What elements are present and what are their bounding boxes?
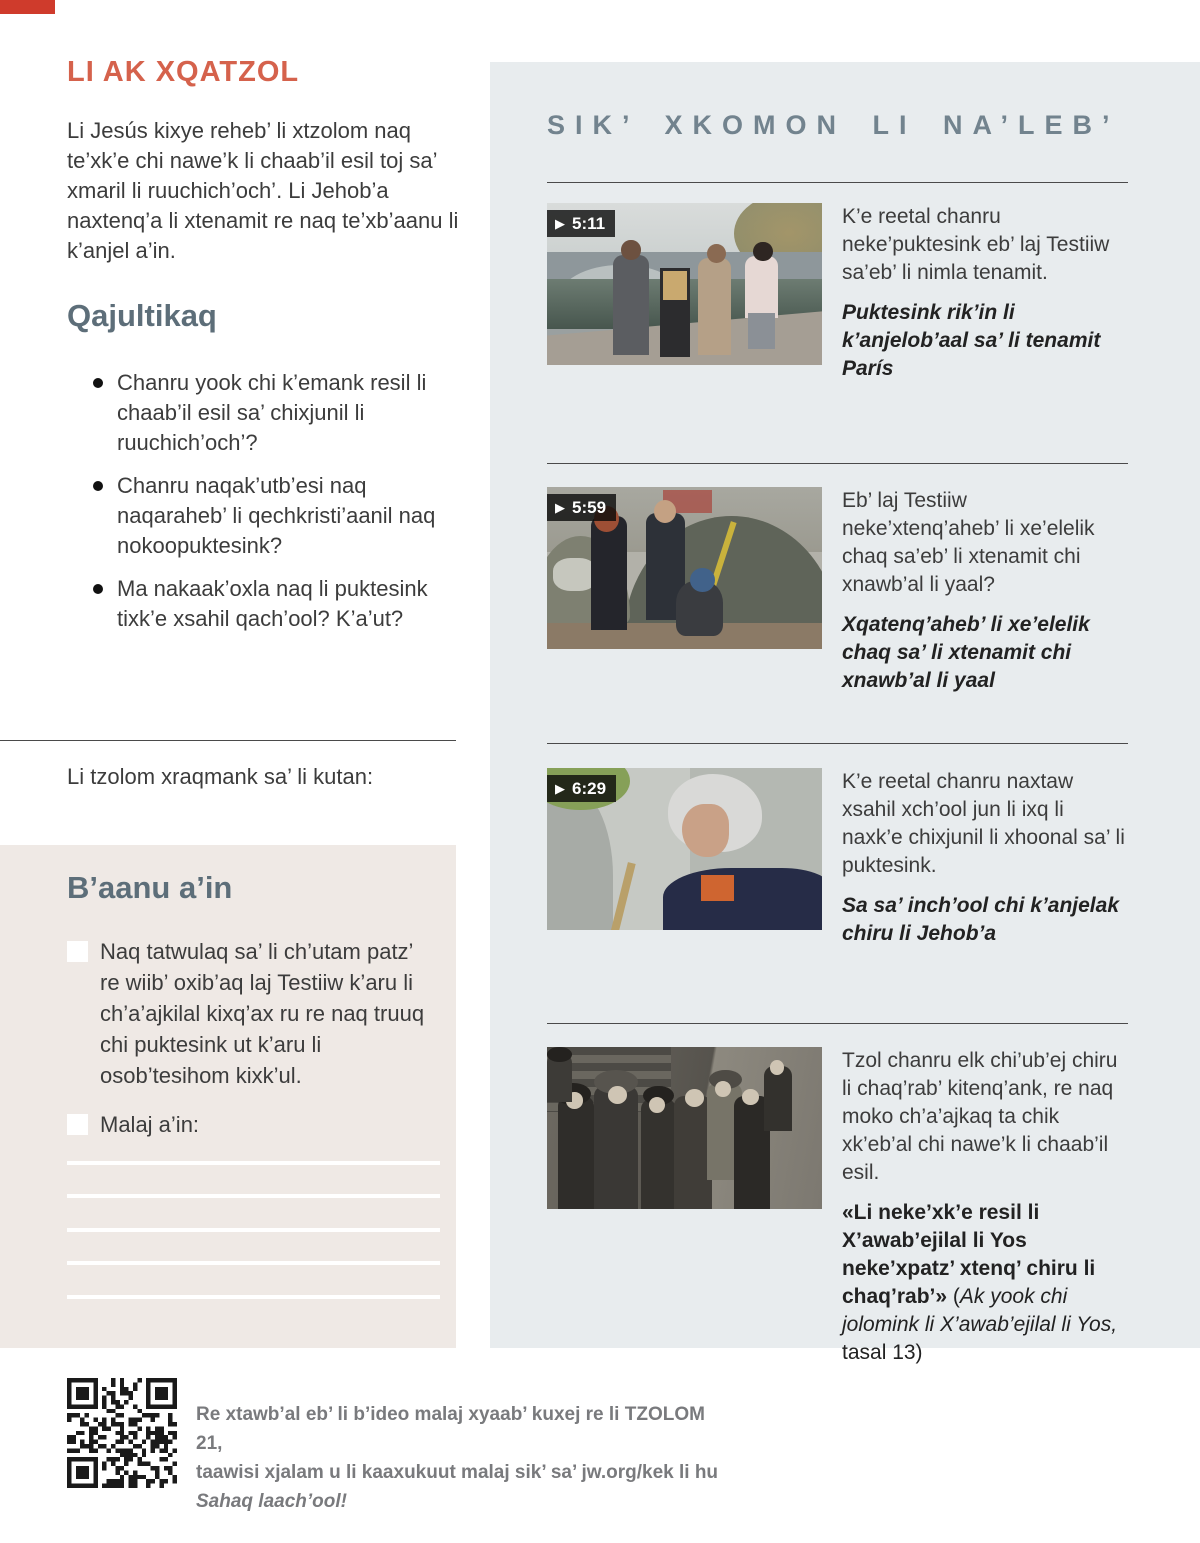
duration-badge[interactable] [547, 494, 616, 521]
quote-text: «Li neke’xk’e resil li X’awab’ejilal li Yos neke’xpatz’ xtenq’ chiru li chaq’rab’» [842, 1201, 1096, 1308]
video-description: K’e reetal chanru naxtaw xsahil xch’ool jun li ixq li naxk’e chixjunil li xhoonal sa’ li puktesink. [842, 770, 1125, 877]
writing-line[interactable] [67, 1295, 440, 1299]
divider [547, 1023, 1128, 1024]
quote-source-tail: tasal 13) [842, 1341, 923, 1364]
bullet-icon [93, 584, 103, 594]
duration-label: 5:11 [572, 213, 606, 233]
footer-line-italic: Sahaq laach’ool! [196, 1491, 347, 1512]
video-panel-title: SIK’ XKOMON LI NA’LEB’ [547, 110, 1120, 140]
completion-note: Li tzolom xraqmank sa’ li kutan: [67, 764, 374, 789]
video-thumbnail-elderly-sister[interactable] [547, 768, 822, 930]
video-description: Tzol chanru elk chi’ub’ej chiru li chaq’rab’ kitenq’ank, re naq moko ch’a’ajkaq ta chik xk’eb’al chi nawe’k li chaab’il esil. [842, 1049, 1118, 1184]
bullet-icon [93, 481, 103, 491]
writing-line[interactable] [67, 1228, 440, 1232]
action-box [0, 845, 456, 1348]
divider [0, 740, 456, 741]
footer-line: taawisi xjalam u li kaaxukuut malaj sik’ sa’ jw.org/kek li hu [196, 1462, 719, 1483]
video-quote: «Li neke’xk’e resil li X’awab’ejilal li Yos neke’xpatz’ xtenq’ chiru li chaq’rab’» (Ak yook chi jolomink li X’awab’ejilal li Yos, tasal 13) [842, 1201, 1118, 1364]
video-title: Xqatenq’aheb’ li xe’elelik chaq sa’ li xtenamit chi xnawb’al li yaal [842, 613, 1090, 692]
divider [547, 182, 1128, 183]
action-item: Naq tatwulaq sa’ li ch’utam patz’ re wiib’ oxib’aq laj Testiiw k’aru li ch’a’ajkilal kixq’ax ru re naq truuq chi puktesink ut k’aru li osob’tesihom kixk’ul. [100, 939, 425, 1088]
video-row [547, 203, 1128, 380]
section-kicker: LI AK XQATZOL [67, 56, 300, 88]
play-icon: ▶ [555, 216, 565, 231]
checkbox[interactable] [67, 941, 88, 962]
questions-list [67, 368, 459, 647]
checkbox[interactable] [67, 1114, 88, 1135]
video-title: Puktesink rik’in li k’anjelob’aal sa’ li tenamit París [842, 301, 1101, 380]
writing-line[interactable] [67, 1194, 440, 1198]
question-item: Chanru yook chi k’emank resil li chaab’il esil sa’ chixjunil li ruuchich’och’? [67, 368, 459, 458]
video-row [547, 768, 1128, 945]
video-thumbnail-paris-literature-cart[interactable] [547, 203, 822, 365]
question-item: Chanru naqak’utb’esi naq naqaraheb’ li qechkristi’aanil naq nokoopuktesink? [67, 471, 459, 561]
divider [547, 463, 1128, 464]
video-row [547, 487, 1128, 692]
writing-line[interactable] [67, 1261, 440, 1265]
duration-badge[interactable] [547, 775, 616, 802]
photo-historical-group [547, 1047, 822, 1209]
footer-instructions [196, 1400, 736, 1516]
duration-label: 6:29 [572, 778, 607, 798]
action-box-title: B’aanu a’in [67, 870, 233, 905]
video-thumbnail-refugee-camp[interactable] [547, 487, 822, 649]
play-icon: ▶ [555, 781, 565, 796]
video-description: K’e reetal chanru neke’puktesink eb’ laj Testiiw sa’eb’ li nimla tenamit. [842, 205, 1110, 284]
duration-badge[interactable] [547, 210, 615, 237]
play-icon: ▶ [555, 500, 565, 515]
question-item: Ma nakaak’oxla naq li puktesink tixk’e xsahil qach’ool? K’a’ut? [67, 574, 459, 634]
quote-source: Ak yook chi jolomink li X’awab’ejilal li Yos, [842, 1285, 1118, 1336]
intro-paragraph: Li Jesús kixye reheb’ li xtzolom naq te’xk’e chi nawe’k li chaab’il esil toj sa’ xmaril li ruuchich’och’. Li Jehob’a naxtenq’a li xtenamit re naq te’xb’aanu li k’anjel a’in. [67, 118, 459, 263]
video-title: Sa sa’ inch’ool chi k’anjelak chiru li Jehob’a [842, 894, 1119, 945]
video-description: Eb’ laj Testiiw neke’xtenq’aheb’ li xe’elelik chaq sa’eb’ li xtenamit chi xnawb’al li yaal? [842, 489, 1095, 596]
action-item: Malaj a’in: [100, 1112, 200, 1137]
questions-heading: Qajultikaq [67, 298, 217, 333]
divider [547, 743, 1128, 744]
bullet-icon [93, 378, 103, 388]
qr-code[interactable] [67, 1378, 177, 1488]
footer-line: Re xtawb’al eb’ li b’ideo malaj xyaab’ kuxej re li TZOLOM 21, [196, 1404, 705, 1454]
writing-line[interactable] [67, 1161, 440, 1165]
duration-label: 5:59 [572, 497, 607, 517]
page-corner-marker [0, 0, 55, 14]
video-row [547, 1047, 1128, 1364]
